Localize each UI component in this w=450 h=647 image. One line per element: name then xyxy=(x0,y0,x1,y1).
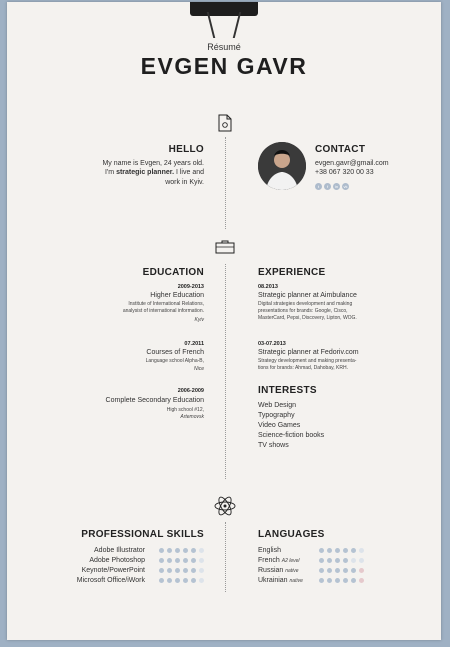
education-desc: analysist of international information. xyxy=(122,308,204,314)
language-rating xyxy=(319,578,364,583)
rating-dot xyxy=(191,558,196,563)
rating-dot xyxy=(343,568,348,573)
rating-dot xyxy=(167,558,172,563)
hello-line: work in Kyiv. xyxy=(165,179,204,186)
experience-desc: presentations for brands: Google, Cisco, xyxy=(258,308,348,314)
interest-item: Science-fiction books xyxy=(258,432,325,439)
rating-dot xyxy=(199,568,204,573)
education-place: Artemovsk xyxy=(180,414,204,420)
rating-dot xyxy=(167,578,172,583)
resume-sheet xyxy=(7,2,441,640)
language-rating xyxy=(319,558,364,563)
rating-dot xyxy=(351,548,356,553)
facebook-icon[interactable]: f xyxy=(324,183,331,190)
rating-dot xyxy=(343,578,348,583)
rating-dot xyxy=(327,568,332,573)
rating-dot xyxy=(343,558,348,563)
education-desc: Institute of International Relations, xyxy=(128,301,204,307)
rating-dot xyxy=(191,548,196,553)
rating-dot xyxy=(159,548,164,553)
vk-icon[interactable]: vk xyxy=(343,184,348,189)
languages-heading: LANGUAGES xyxy=(258,529,325,540)
rating-dot xyxy=(167,548,172,553)
rating-dot xyxy=(351,558,356,563)
experience-desc: tions for brands: Ahmad, Dahobay, KRH. xyxy=(258,365,348,371)
rating-dot xyxy=(175,558,180,563)
language-name: Ukrainian native xyxy=(258,577,303,584)
rating-dot xyxy=(343,548,348,553)
rating-dot xyxy=(359,548,364,553)
divider-line xyxy=(225,137,226,229)
education-date: 2006-2009 xyxy=(177,388,204,394)
skill-rating xyxy=(159,578,204,583)
resume-label: Résumé xyxy=(207,42,241,52)
rating-dot xyxy=(159,558,164,563)
interest-item: Web Design xyxy=(258,402,297,409)
skill-rating xyxy=(159,548,204,553)
skill-name: Adobe Photoshop xyxy=(89,557,145,564)
education-title: Higher Education xyxy=(150,292,204,299)
education-desc: High school #12, xyxy=(166,407,204,413)
rating-dot xyxy=(327,578,332,583)
binder-clip xyxy=(190,2,258,38)
rating-dot xyxy=(335,568,340,573)
interest-item: TV shows xyxy=(258,442,289,449)
language-name: English xyxy=(258,547,281,554)
education-date: 07.2011 xyxy=(184,341,204,347)
rating-dot xyxy=(319,548,324,553)
contact-email[interactable]: evgen.gavr@gmail.com xyxy=(315,160,389,167)
education-date: 2009-2013 xyxy=(177,284,204,290)
experience-title: Strategic planner at Fedoriv.com xyxy=(258,349,359,356)
rating-dot xyxy=(175,578,180,583)
rating-dot xyxy=(159,578,164,583)
rating-dot xyxy=(319,558,324,563)
rating-dot xyxy=(191,568,196,573)
rating-dot xyxy=(335,548,340,553)
skill-name: Adobe Illustrator xyxy=(94,547,145,554)
interest-item: Typography xyxy=(258,412,295,419)
briefcase-icon xyxy=(213,236,237,258)
atom-icon xyxy=(213,493,237,519)
rating-dot xyxy=(175,568,180,573)
rating-dot xyxy=(175,548,180,553)
education-heading: EDUCATION xyxy=(142,267,204,278)
rating-dot xyxy=(351,568,356,573)
education-place: Nice xyxy=(193,366,204,372)
rating-dot xyxy=(335,558,340,563)
experience-desc: Digital strategies development and making xyxy=(258,301,353,307)
rating-dot xyxy=(351,578,356,583)
contact-heading: CONTACT xyxy=(315,144,366,155)
experience-date: 08.2013 xyxy=(258,284,278,290)
rating-dot xyxy=(183,558,188,563)
document-icon xyxy=(213,112,237,134)
twitter-icon[interactable]: t xyxy=(315,183,322,190)
candidate-name: EVGEN GAVR xyxy=(140,53,308,79)
experience-title: Strategic planner at Aimbulance xyxy=(258,292,357,299)
profile-photo xyxy=(258,142,306,190)
rating-dot xyxy=(319,568,324,573)
education-desc: Language school Alpha-B, xyxy=(145,358,204,364)
language-rating xyxy=(319,548,364,553)
rating-dot xyxy=(183,548,188,553)
contact-phone: +38 067 320 00 33 xyxy=(315,169,374,176)
education-place: Kyiv xyxy=(194,317,204,323)
experience-date: 03-07.2013 xyxy=(258,341,286,347)
experience-heading: EXPERIENCE xyxy=(258,267,326,278)
rating-dot xyxy=(183,568,188,573)
rating-dot xyxy=(159,568,164,573)
rating-dot xyxy=(199,548,204,553)
education-title: Complete Secondary Education xyxy=(105,397,204,404)
rating-dot xyxy=(167,568,172,573)
language-name: Russian native xyxy=(258,567,299,574)
linkedin-icon[interactable]: in xyxy=(334,184,339,189)
language-name: French A2 level xyxy=(258,557,300,564)
experience-desc: MasterCard, Pepsi, Discovery, Lipton, WOG. xyxy=(258,315,357,321)
rating-dot xyxy=(359,578,364,583)
interests-heading: INTERESTS xyxy=(258,385,317,396)
interest-item: Video Games xyxy=(258,422,301,429)
education-title: Courses of French xyxy=(146,349,204,356)
divider-line xyxy=(225,522,226,592)
rating-dot xyxy=(199,578,204,583)
skills-heading: PROFESSIONAL SKILLS xyxy=(81,529,204,540)
skill-rating xyxy=(159,558,204,563)
hello-line: My name is Evgen, 24 years old. xyxy=(102,160,204,167)
rating-dot xyxy=(199,558,204,563)
skill-rating xyxy=(159,568,204,573)
skill-name: Keynote/PowerPoint xyxy=(81,567,145,574)
skill-name: Microsoft Office/iWork xyxy=(76,577,145,584)
rating-dot xyxy=(327,558,332,563)
rating-dot xyxy=(183,578,188,583)
rating-dot xyxy=(327,548,332,553)
rating-dot xyxy=(319,578,324,583)
rating-dot xyxy=(359,568,364,573)
rating-dot xyxy=(359,558,364,563)
experience-desc: Strategy development and making presenta- xyxy=(258,358,357,364)
language-rating xyxy=(319,568,364,573)
rating-dot xyxy=(335,578,340,583)
hello-heading: HELLO xyxy=(168,144,204,155)
divider-line xyxy=(225,264,226,479)
rating-dot xyxy=(191,578,196,583)
hello-line: I'm strategic planner. I live and xyxy=(105,169,204,176)
